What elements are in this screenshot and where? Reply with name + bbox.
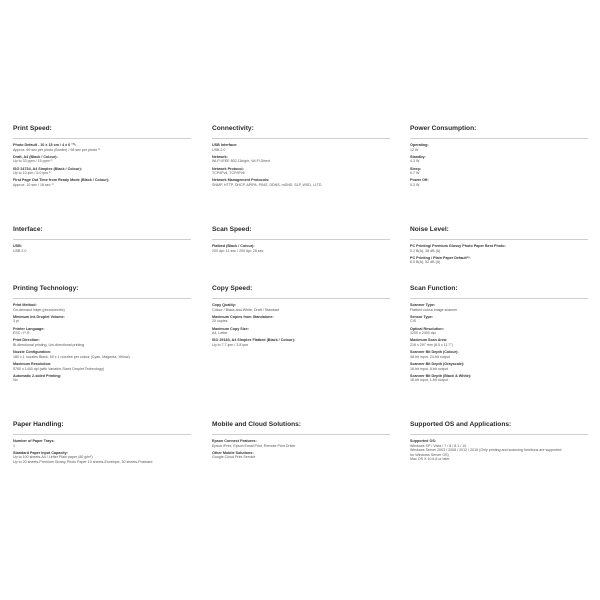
spec-value: Flatbed colour image scanner (410, 307, 458, 312)
spec-value: Windows XP / Vista / 7 / 8 / 8.1 / 10 (410, 443, 467, 448)
spec-value: SNMP, HTTP, DHCP, APIPA, PING, DDNS, mDNS, SLP, WSD, LLTD (212, 182, 322, 187)
spec-item (13, 244, 193, 253)
spec-value: Bi-directional printing, Uni-directional printing (13, 342, 85, 347)
spec-value: TCP/IPv4, TCP/IPv6 (212, 171, 245, 176)
spec-label: Scanner Bit Depth (Grayscale): (410, 361, 465, 366)
section-title: Paper Handling: (13, 421, 64, 428)
spec-value: Up to 33 ppm / 15 ppm ²⁾ (13, 159, 53, 164)
spec-label: Standard Paper Input Capacity: (13, 450, 68, 455)
spec-label: Network Protocol: (212, 166, 244, 171)
spec-label: Optical Resolution: (410, 326, 444, 331)
spec-value: 16-bit input, 8-bit output (410, 366, 448, 371)
spec-value: Colour / Black-and-White, Draft / Standard (212, 307, 280, 312)
spec-label: PC Printing / Plain Paper Default⁵⁾: (410, 255, 471, 260)
section-interface (13, 226, 193, 256)
spec-item (13, 167, 193, 176)
spec-value: 16-bit input, 1-bit output (410, 378, 448, 383)
spec-item (13, 451, 193, 465)
spec-label: PC Printing/ Premium Glossy Photo Paper Best Photo: (410, 244, 506, 248)
spec-label: Maximum Copies from Standalone: (212, 314, 274, 319)
section-divider (212, 298, 390, 299)
spec-item (13, 143, 193, 152)
spec-label: ISO 24734, A4 Simplex (Black / Colour): (13, 166, 82, 171)
spec-item (410, 338, 590, 347)
spec-item (212, 338, 392, 347)
section-title: Scan Function: (410, 285, 458, 292)
spec-label: USB: (13, 244, 23, 248)
spec-item (13, 178, 193, 187)
spec-item (13, 439, 193, 448)
spec-value: 216 x 297 mm (8.5 x 11.7") (410, 342, 453, 347)
spec-label: Maximum Resolution: (13, 361, 52, 366)
spec-label: Flatbed (Black / Colour): (212, 244, 255, 248)
spec-value: 180 x 1 nozzles Black, 59 x 1 nozzles per colour (Cyan, Magenta, Yellow) (13, 354, 130, 359)
section-divider (13, 138, 191, 139)
spec-item (212, 244, 392, 253)
spec-item (410, 303, 590, 312)
section-divider (212, 239, 390, 240)
section-divider (410, 138, 588, 139)
spec-item (410, 155, 590, 164)
spec-item (212, 315, 392, 324)
spec-item (13, 374, 193, 383)
spec-item (212, 155, 392, 164)
spec-label: Operating: (410, 143, 429, 147)
spec-label: First Page Out Time from Ready Mode (Black / Colour): (13, 178, 110, 183)
section-title: Print Speed: (13, 125, 52, 132)
spec-item (410, 244, 590, 253)
spec-value: 4.3 W (410, 159, 420, 164)
spec-value: CIS (410, 319, 416, 324)
spec-value: 20 copies (212, 319, 228, 324)
spec-value: 0.7 W (410, 171, 420, 176)
spec-value: Up to 7.7 ipm / 3.8 ipm (212, 342, 249, 347)
section-copy-speed (212, 285, 392, 350)
section-connectivity (212, 125, 392, 190)
spec-label: Scanner Bit Depth (Black & White): (410, 373, 472, 378)
spec-value: No (13, 378, 18, 383)
spec-value: Mac OS X 10.6.8 or later (410, 457, 450, 462)
spec-value: Epson iPrint, Epson Email Print, Remote Print Driver (212, 443, 296, 448)
spec-value: Approx. 10 sec / 16 sec ¹⁾ (13, 182, 54, 187)
spec-item (13, 362, 193, 371)
spec-value: Up to 10 ipm / 5.0 ipm ¹⁾ (13, 171, 52, 176)
section-noise-level (410, 226, 590, 268)
spec-label: Printer Language: (13, 326, 45, 331)
spec-value: Up to 100 sheets-A4 / Letter Plain paper (80 g/m²) (13, 455, 93, 460)
spec-value: USB 2.0 (13, 248, 27, 253)
spec-label: ISO 29183, A4 Simplex Flatbed (Black / Colour): (212, 338, 296, 343)
section-divider (410, 434, 588, 435)
spec-value: Up to 20 sheets-Premium Glossy Photo Paper 10 sheets-Envelope, 30 sheets-Postcard (13, 459, 153, 464)
spec-item (212, 167, 392, 176)
section-title: Connectivity: (212, 125, 254, 132)
section-title: Printing Technology: (13, 285, 79, 292)
spec-label: Sleep: (410, 166, 422, 171)
spec-label: Other Mobile Solutions: (212, 450, 254, 455)
spec-value: 5.2 B(A), 38 dB (A) (410, 248, 441, 253)
spec-item (212, 327, 392, 336)
section-title: Copy Speed: (212, 285, 253, 292)
section-print-speed (13, 125, 193, 190)
spec-value: A4, Letter (212, 331, 228, 336)
spec-label: Scanner Type: (410, 303, 436, 307)
spec-value: 12 W (410, 147, 419, 152)
spec-value: ESC / P-R (13, 331, 30, 336)
spec-item (212, 439, 392, 448)
section-title: Supported OS and Applications: (410, 421, 512, 428)
spec-item (410, 327, 590, 336)
spec-label: Draft, A4 (Black / Colour): (13, 154, 58, 159)
section-power-consumption (410, 125, 590, 190)
section-divider (212, 138, 390, 139)
section-divider (13, 239, 191, 240)
spec-value: 1 (13, 443, 15, 448)
spec-item (410, 362, 590, 371)
section-printing-technology (13, 285, 193, 385)
spec-label: Copy Quality: (212, 303, 236, 307)
spec-item (13, 350, 193, 359)
spec-value: On-demand inkjet (piezoelectric) (13, 307, 65, 312)
spec-label: Photo Default - 10 x 15 cm / 4 x 6 "²⁾: (13, 143, 77, 147)
spec-label: Number of Paper Trays: (13, 439, 55, 443)
spec-item (212, 178, 392, 187)
section-divider (13, 434, 191, 435)
spec-value: 6.5 B(A), 52 dB (A) (410, 260, 441, 265)
spec-value: Approx. 69 sec per photo (Border) / 98 sec per photo ²⁾ (13, 147, 101, 152)
spec-item (410, 256, 590, 265)
spec-item (212, 303, 392, 312)
spec-label: Maximum Scan Area: (410, 338, 448, 343)
spec-item (212, 451, 392, 460)
spec-value: 0.3 W (410, 182, 420, 187)
spec-label: USB Interface: (212, 143, 238, 147)
spec-item (410, 143, 590, 152)
spec-label: Supported OS: (410, 439, 437, 443)
section-title: Power Consumption: (410, 125, 477, 132)
section-paper-handling (13, 421, 193, 467)
section-title: Noise Level: (410, 226, 449, 233)
spec-label: Print Direction: (13, 338, 40, 343)
spec-item (13, 327, 193, 336)
spec-value: 3 pl (13, 319, 19, 324)
spec-value: Google Cloud Print Service (212, 455, 256, 460)
spec-item (410, 178, 590, 187)
section-supported-os (410, 421, 590, 465)
spec-item (410, 439, 590, 462)
spec-label: Minimum Ink Droplet Volume: (13, 314, 65, 319)
spec-label: Sensor Type: (410, 314, 434, 319)
spec-value: 1200 x 2400 dpi (410, 331, 436, 336)
section-divider (410, 298, 588, 299)
spec-item (410, 167, 590, 176)
spec-label: Network Management Protocols: (212, 178, 270, 183)
spec-item (13, 315, 193, 324)
section-divider (13, 298, 191, 299)
spec-label: Network: (212, 154, 228, 159)
section-title: Scan Speed: (212, 226, 252, 233)
section-scan-speed (212, 226, 392, 256)
section-mobile-cloud (212, 421, 392, 463)
section-title: Interface: (13, 226, 43, 233)
section-divider (212, 434, 390, 435)
spec-value: for Windows Server OS) (410, 452, 449, 457)
spec-item (410, 315, 590, 324)
section-title: Mobile and Cloud Solutions: (212, 421, 302, 428)
spec-item (13, 155, 193, 164)
spec-item (410, 374, 590, 383)
spec-value: Windows Server 2003 / 2008 / 2012 / 2016 (Only printing and scanning functions are supported (410, 448, 562, 453)
spec-label: Automatic 2-sided Printing: (13, 373, 62, 378)
spec-label: Maximum Copy Size: (212, 326, 249, 331)
spec-item (13, 303, 193, 312)
section-scan-function (410, 285, 590, 385)
spec-label: Epson Connect Features: (212, 439, 257, 443)
spec-value: 5760 x 1440 dpi (with Variable-Sized Droplet Technology) (13, 366, 105, 371)
spec-label: Print Method: (13, 303, 37, 307)
spec-item (13, 338, 193, 347)
spec-label: Nozzle Configuration: (13, 350, 52, 355)
spec-label: Scanner Bit Depth (Colour): (410, 350, 459, 355)
section-divider (410, 239, 588, 240)
spec-item (212, 143, 392, 152)
spec-item (410, 350, 590, 359)
spec-label: Power Off: (410, 178, 429, 183)
spec-value: 48-bit input, 24-bit output (410, 354, 450, 359)
spec-value: Wi-Fi IEEE 802.11b/g/n, Wi-Fi Direct (212, 159, 271, 164)
spec-label: Standby: (410, 154, 426, 159)
spec-value: 200 dpi: 11 sec / 200 dpi: 28 sec (212, 248, 264, 253)
spec-value: USB 2.0 (212, 147, 226, 152)
